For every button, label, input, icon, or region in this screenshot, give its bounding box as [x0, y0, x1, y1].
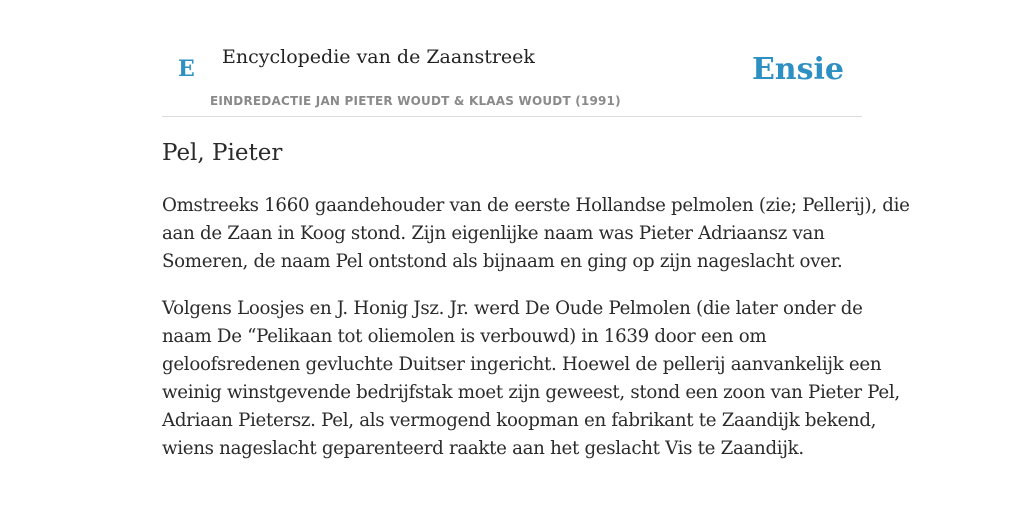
paragraph-line: naam De “Pelikaan tot oliemolen is verbouwd) in 1639 door een om	[162, 326, 767, 347]
paragraph-line: aan de Zaan in Koog stond. Zijn eigenlijke naam was Pieter Adriaansz van	[162, 223, 825, 244]
paragraph-line: Volgens Loosjes en J. Honig Jsz. Jr. werd De Oude Pelmolen (die later onder de	[162, 298, 863, 319]
encyclopedia-logo[interactable]: E	[178, 56, 195, 82]
article-title: Pel, Pieter	[162, 140, 283, 166]
paragraph-line: Adriaan Pietersz. Pel, als vermogend koopman en fabrikant te Zaandijk bekend,	[162, 410, 877, 431]
paragraph-line: geloofsredenen gevluchte Duitser ingericht. Hoewel de pellerij aanvankelijk een	[162, 354, 882, 375]
paragraph-line: Someren, de naam Pel ontstond als bijnaam en ging op zijn nageslacht over.	[162, 251, 843, 272]
editors-credit: EINDREDACTIE JAN PIETER WOUDT & KLAAS WOUDT (1991)	[210, 94, 621, 108]
paragraph-line: wiens nageslacht geparenteerd raakte aan het geslacht Vis te Zaandijk.	[162, 438, 804, 459]
encyclopedia-title-link[interactable]: Encyclopedie van de Zaanstreek	[222, 46, 535, 68]
paragraph-line: Omstreeks 1660 gaandehouder van de eerste Hollandse pelmolen (zie; Pellerij), die	[162, 195, 910, 216]
article-paragraph-2	[162, 295, 900, 463]
page	[162, 0, 910, 459]
article-paragraph-1	[162, 192, 910, 276]
paragraph-line: weinig winstgevende bedrijfstak moet zijn geweest, stond een zoon van Pieter Pel,	[162, 382, 900, 403]
article-body	[162, 192, 910, 482]
encyclopedia-header	[162, 0, 862, 117]
ensie-brand-logo[interactable]: Ensie	[751, 52, 844, 87]
